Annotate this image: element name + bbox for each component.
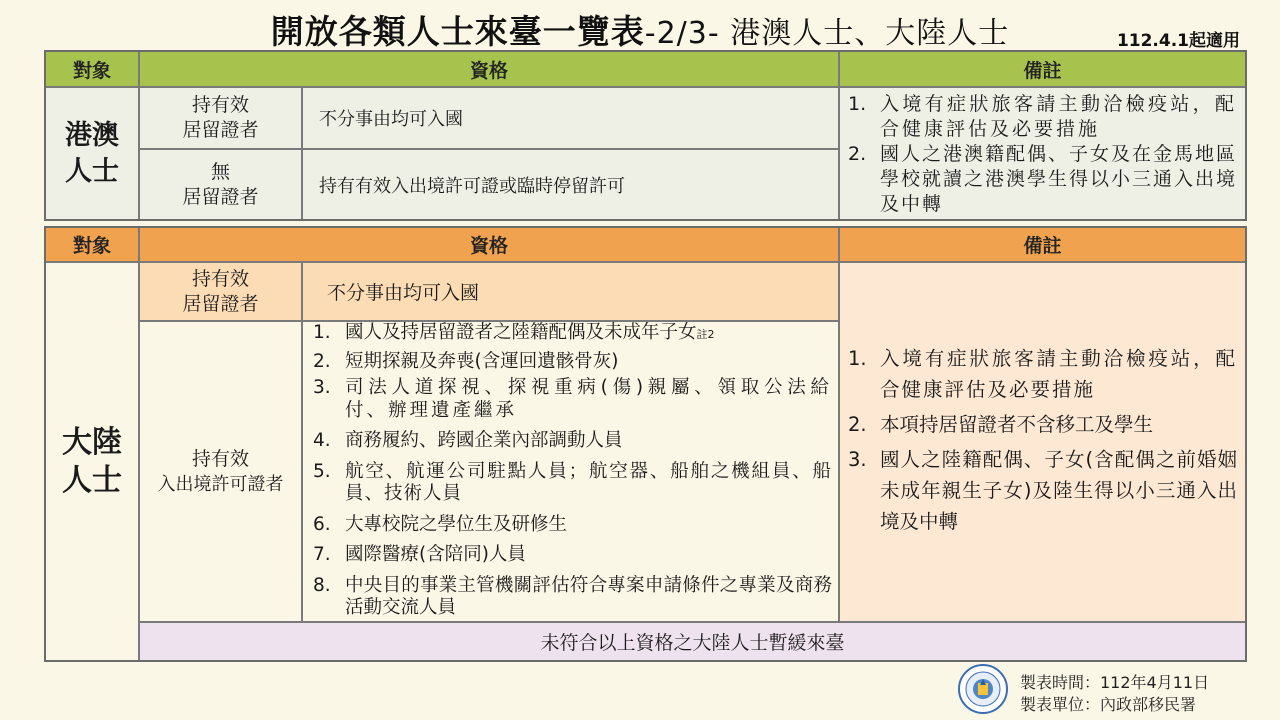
cn-item-num: 1. (313, 322, 331, 343)
cn-remark-text: 本項持居留證者不含移工及學生 (880, 413, 1154, 436)
cn-item-num: 6. (313, 513, 331, 535)
cn-row2-cond-line2: 入出境許可證者 (157, 473, 284, 495)
cn-row1-cond-line1: 持有效 (191, 267, 249, 290)
cn-item-num: 7. (313, 544, 331, 565)
cn-header-remarks: 備註 (840, 228, 1245, 263)
cn-item-footnote: 註2 (696, 328, 715, 341)
cn-item-text: 短期探親及奔喪(含運回遺骸骨灰) (345, 350, 619, 372)
hk-group-line1: 港澳 (65, 119, 119, 151)
hk-row1-cond-line2: 居留證者 (182, 119, 259, 141)
hk-remarks (840, 88, 1245, 219)
agency-logo-icon (958, 664, 1008, 714)
hk-header-remarks: 備註 (840, 52, 1245, 88)
cn-item-num: 2. (313, 350, 331, 372)
cn-item (313, 322, 832, 347)
hk-remark-item (848, 142, 1237, 217)
cn-item (313, 544, 832, 567)
cn-header-target: 對象 (46, 228, 140, 263)
cn-remarks (840, 263, 1245, 623)
cn-remark-text: 國人之陸籍配偶、子女(含配偶之前婚姻未成年親生子女)及陸生得以小三通入出境及中轉 (880, 448, 1237, 533)
hk-remark-item (848, 92, 1237, 142)
footer-date: 製表時間：112年4月11日 (1020, 673, 1210, 692)
cn-item-num: 3. (313, 377, 331, 398)
hk-remark-text: 入境有症狀旅客請主動洽檢疫站，配合健康評估及必要措施 (880, 93, 1237, 140)
hk-header-target: 對象 (46, 52, 140, 88)
cn-group-line2: 人士 (62, 462, 122, 498)
cn-remark-num: 2. (848, 413, 867, 436)
cn-item (313, 461, 832, 506)
cn-item-num: 8. (313, 574, 331, 596)
cn-header-qualification: 資格 (140, 228, 840, 263)
cn-row1-qualification: 不分事由均可入國 (303, 263, 840, 322)
hk-row2-cond-line2: 居留證者 (182, 185, 259, 208)
cn-item (313, 514, 832, 537)
hk-row2-cond-line1: 無 (210, 160, 230, 183)
hk-row1-cond-line1: 持有效 (191, 94, 249, 116)
cn-row1-condition (140, 263, 303, 322)
cn-row1-cond-line2: 居留證者 (182, 292, 259, 315)
hk-remark-num: 2. (848, 143, 867, 165)
cn-item-num: 4. (313, 430, 331, 451)
cn-row2-condition (140, 322, 303, 623)
footer-unit: 製表單位：內政部移民署 (1020, 695, 1197, 714)
cn-footer-note: 未符合以上資格之大陸人士暫緩來臺 (140, 623, 1245, 660)
cn-remark-item (848, 444, 1237, 537)
cn-item-text: 國人及持居留證者之陸籍配偶及未成年子女 (345, 322, 697, 343)
hk-remark-text: 國人之港澳籍配偶、子女及在金馬地區學校就讀之港澳學生得以小三通入出境及中轉 (880, 143, 1238, 215)
cn-item (313, 430, 832, 453)
cn-row2-items (303, 322, 840, 623)
hk-remark-num: 1. (848, 93, 867, 115)
cn-row2-cond-line1: 持有效 (191, 447, 249, 470)
hk-row2-condition (140, 150, 303, 219)
cn-item-text: 商務履約、跨國企業內部調動人員 (345, 430, 623, 451)
cn-item-text: 司法人道探視、探視重病(傷)親屬、領取公法給付、辦理遺產繼承 (345, 377, 832, 421)
page-title (0, 6, 1280, 53)
cn-item-text: 國際醫療(含陪同)人員 (345, 544, 526, 565)
cn-item (313, 351, 832, 374)
title-sub: -2/3- 港澳人士、大陸人士 (644, 16, 1010, 51)
cn-group-label (46, 263, 140, 660)
cn-item (313, 575, 832, 620)
cn-item-text: 中央目的事業主管機關評估符合專案申請條件之專業及商務活動交流人員 (345, 574, 832, 618)
cn-remark-item (848, 343, 1237, 405)
cn-item-num: 5. (313, 460, 331, 482)
footer-info (1020, 672, 1209, 716)
cn-item (313, 377, 832, 422)
cn-group-line1: 大陸 (62, 424, 122, 460)
cn-remark-num: 3. (848, 448, 867, 471)
hk-row1-condition (140, 88, 303, 150)
hk-group-line2: 人士 (65, 155, 119, 187)
cn-remark-num: 1. (848, 347, 867, 370)
cn-remark-text: 入境有症狀旅客請主動洽檢疫站，配合健康評估及必要措施 (880, 347, 1237, 401)
hk-row1-qualification: 不分事由均可入國 (303, 88, 840, 150)
effective-date: 112.4.1起適用 (1116, 31, 1240, 51)
title-main: 開放各類人士來臺一覽表 (270, 12, 645, 51)
cn-item-text: 航空、航運公司駐點人員；航空器、船舶之機組員、船員、技術人員 (345, 460, 832, 504)
cn-item-text: 大專校院之學位生及研修生 (345, 513, 568, 535)
cn-remark-item (848, 409, 1237, 440)
hk-header-qualification: 資格 (140, 52, 840, 88)
hk-group-label (46, 88, 140, 219)
hk-row2-qualification: 持有有效入出境許可證或臨時停留許可 (303, 150, 840, 219)
